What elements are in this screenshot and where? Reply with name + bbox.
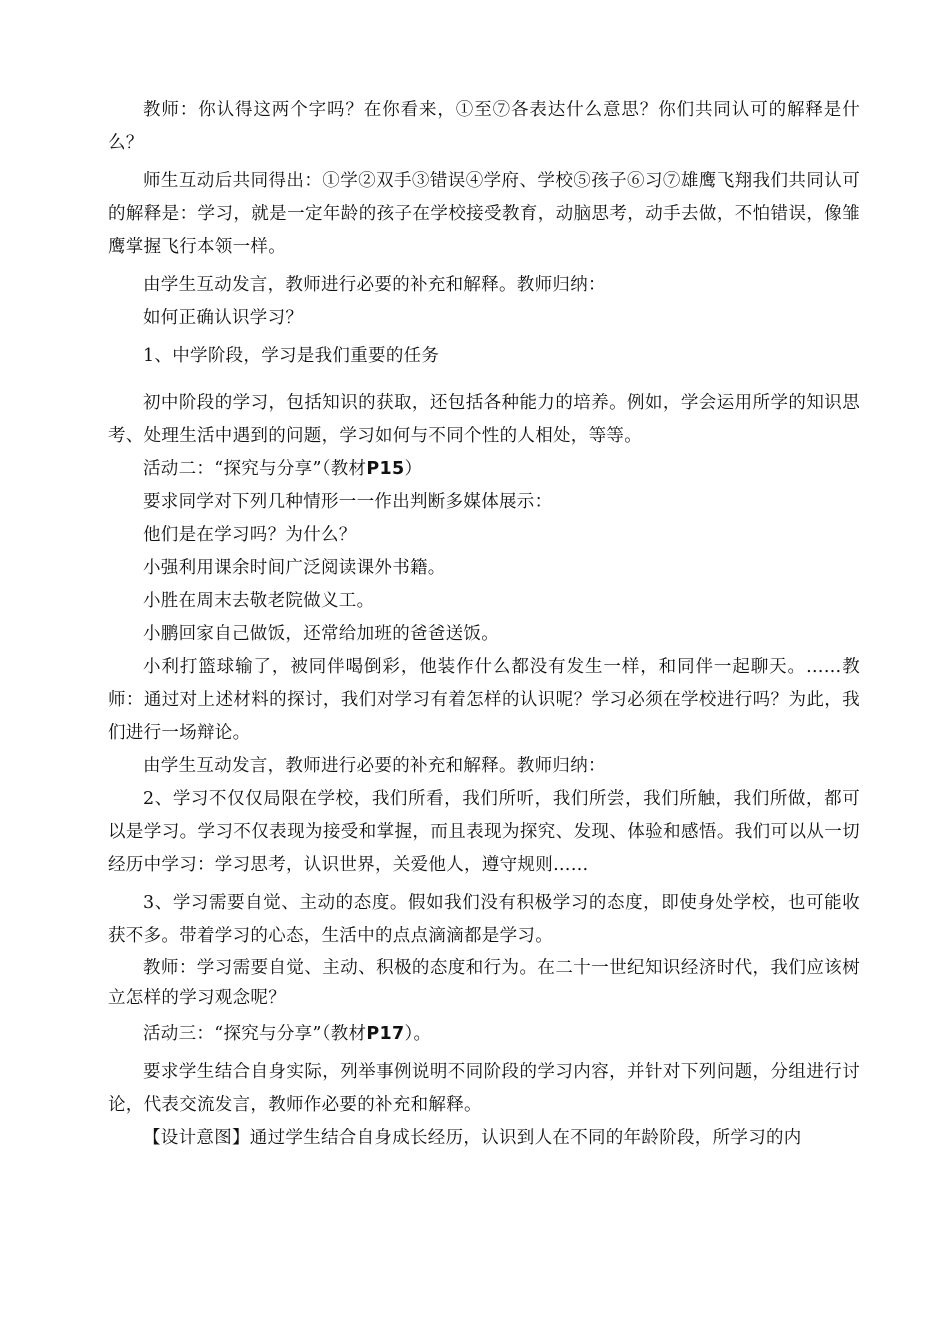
paragraph-point-2: 2、学习不仅仅局限在学校，我们所看，我们所听，我们所尝，我们所触，我们所做，都可以是学习。学习不仅表现为接受和掌握，而且表现为探究、发现、体验和感悟。我们可以从一切经历中学习：学习思考，认识世界，关爱他人，遵守规则…… (108, 789, 860, 875)
paragraph-design-intent: 【设计意图】通过学生结合自身成长经历，认识到人在不同的年龄阶段，所学习的内 (143, 1128, 802, 1148)
paragraph-requirement: 要求同学对下列几种情形一一作出判断多媒体展示： (143, 492, 553, 512)
paragraph-teacher-summary-1: 由学生互动发言，教师进行必要的补充和解释。教师归纳： (143, 275, 606, 295)
paragraph-question: 他们是在学习吗？为什么？ (143, 525, 357, 545)
paragraph-case-3: 小鹏回家自己做饭，还常给加班的爸爸送饭。 (143, 624, 499, 644)
paragraph-teacher-question-2: 教师：学习需要自觉、主动、积极的态度和行为。在二十一世纪知识经济时代，我们应该树立怎样的学习观念呢？ (108, 958, 860, 1008)
activity-2-close: ） (404, 459, 423, 479)
paragraph-activity-3 (108, 1018, 860, 1051)
activity-2-page-ref: P15 (366, 459, 405, 479)
document-page (108, 94, 860, 1155)
paragraph-case-2: 小胜在周末去敬老院做义工。 (143, 591, 375, 611)
activity-3-page-ref: P17 (366, 1024, 405, 1044)
paragraph-heading-question: 如何正确认识学习？ (143, 308, 304, 328)
activity-2-text: 活动二：“探究与分享”（教材 (143, 459, 367, 479)
paragraph-teacher-summary-2: 由学生互动发言，教师进行必要的补充和解释。教师归纳： (143, 756, 606, 776)
paragraph-point-3: 3、学习需要自觉、主动的态度。假如我们没有积极学习的态度，即使身处学校，也可能收获不多。带着学习的心态，生活中的点点滴滴都是学习。 (108, 893, 860, 946)
paragraph-interaction-result: 师生互动后共同得出：①学②双手③错误④学府、学校⑤孩子⑥习⑦雄鹰飞翔我们共同认可的解释是：学习，就是一定年龄的孩子在学校接受教育，动脑思考，动手去做，不怕错误，像雏鹰掌握飞行本领一样。 (108, 171, 860, 257)
activity-3-close: ）。 (404, 1024, 432, 1044)
paragraph-case-4: 小利打篮球输了，被同伴喝倒彩，他装作什么都没有发生一样，和同伴一起聊天。……教师：通过对上述材料的探讨，我们对学习有着怎样的认识呢？学习必须在学校进行吗？为此，我们进行一场辩论。 (108, 657, 860, 743)
paragraph-teacher-question: 教师：你认得这两个字吗？在你看来，①至⑦各表达什么意思？你们共同认可的解释是什么？ (108, 100, 860, 153)
paragraph-group-discussion: 要求学生结合自身实际，列举事例说明不同阶段的学习内容，并针对下列问题，分组进行讨论，代表交流发言，教师作必要的补充和解释。 (108, 1062, 860, 1115)
paragraph-point-1: 1、中学阶段，学习是我们重要的任务 (143, 346, 440, 366)
paragraph-case-1: 小强利用课余时间广泛阅读课外书籍。 (143, 558, 446, 578)
paragraph-activity-2 (108, 453, 860, 486)
activity-3-text: 活动三：“探究与分享”（教材 (143, 1024, 367, 1044)
paragraph-junior-study: 初中阶段的学习，包括知识的获取，还包括各种能力的培养。例如，学会运用所学的知识思考、处理生活中遇到的问题，学习如何与不同个性的人相处，等等。 (108, 393, 860, 446)
